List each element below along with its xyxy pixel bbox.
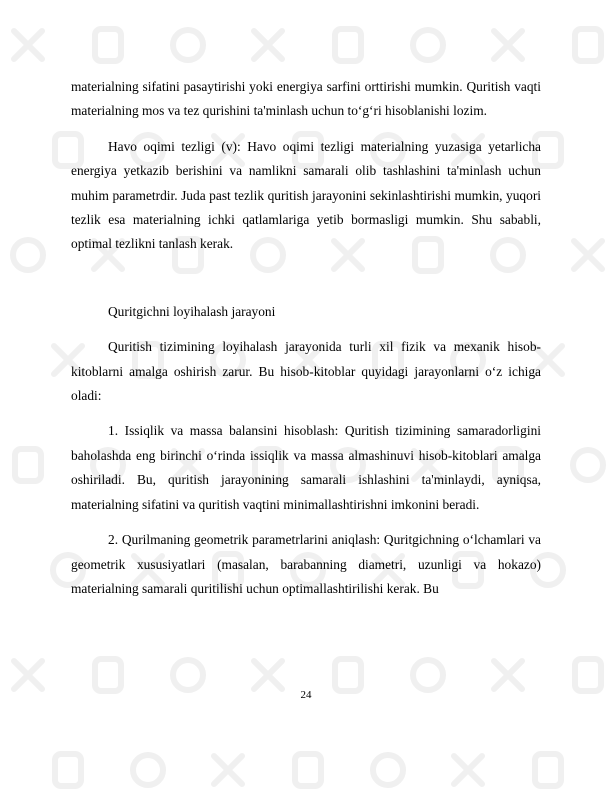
watermark-shape [173, 660, 203, 690]
watermark-shape [335, 29, 361, 61]
watermark-shape [573, 450, 603, 480]
watermark-shape [494, 661, 522, 689]
watermark-shape [413, 660, 443, 690]
watermark-shape [574, 241, 602, 269]
watermark-shape [14, 31, 42, 59]
list-item-geometric-parameters: 2. Qurilmaning geometrik parametrlarini aniqlash: Quritgichning o‘lchamlari va geometrik xususiyatlari (masalan, barabanning diametri, uzunligi va hokazo) materialning samarali quritilishi uchun optimallashtirilishi kerak. Bu [71, 532, 541, 596]
watermark-shape [254, 31, 282, 59]
section-heading: Quritgichni loyihalash jarayoni [108, 303, 276, 319]
watermark-shape [173, 30, 203, 60]
watermark-shape [55, 754, 81, 786]
page-number: 24 [300, 689, 312, 701]
watermark-shape [133, 755, 163, 785]
watermark-shape [535, 754, 561, 786]
watermark-shape [295, 754, 321, 786]
watermark-shape [95, 659, 121, 691]
watermark-shape [15, 449, 41, 481]
watermark-shape [95, 29, 121, 61]
paragraph-air-speed: Havo oqimi tezligi (v): Havo oqimi tezligi materialning yuzasiga yetarlicha energiya yetkazib berishini va namlikni samarali olib tashlashini ta'minlash uchun muhim parametrdir. Juda past tezlik quritish jarayonini sekinlashtirishi mumkin, yuqori tezlik esa materialning ichki qatlamlariga yetib bormasligi mumkin. Shu sababli, optimal tezlikni tanlash kerak. [71, 138, 541, 252]
watermark-shape [13, 240, 43, 270]
watermark-shape [454, 756, 482, 784]
watermark-shape [373, 755, 403, 785]
watermark-shape [413, 30, 443, 60]
watermark-shape [575, 659, 601, 691]
paragraph-continued: materialning sifatini pasaytirishi yoki energiya sarfini orttirishi mumkin. Quritish vaqti materialning mos va tez qurishini ta'minlash uchun to‘g‘ri hisoblanishi lozim. [71, 79, 541, 119]
watermark-shape [494, 31, 522, 59]
watermark-shape [14, 661, 42, 689]
watermark-shape [335, 659, 361, 691]
watermark-shape [214, 756, 242, 784]
watermark-shape [254, 661, 282, 689]
document-body [71, 75, 541, 601]
watermark-shape [575, 29, 601, 61]
paragraph-design-intro: Quritish tizimining loyihalash jarayonida turli xil fizik va mexanik hisob-kitoblarni amalga oshirish zarur. Bu hisob-kitoblar quyidagi jarayonlarni o‘z ichiga oladi: [71, 339, 541, 404]
list-item-heat-mass-balance: 1. Issiqlik va massa balansini hisoblash: Quritish tizimining samaradorligini baholashda eng birinchi o‘rinda issiqlik va massa almashinuvi hisob-kitoblari amalga oshiriladi. Bu, quritish jarayonining samarali ishlashini ta'minlaydi, ayniqsa, materialning sifatini va quritish vaqtini minimallashtirishni imkonini beradi. [71, 423, 541, 512]
